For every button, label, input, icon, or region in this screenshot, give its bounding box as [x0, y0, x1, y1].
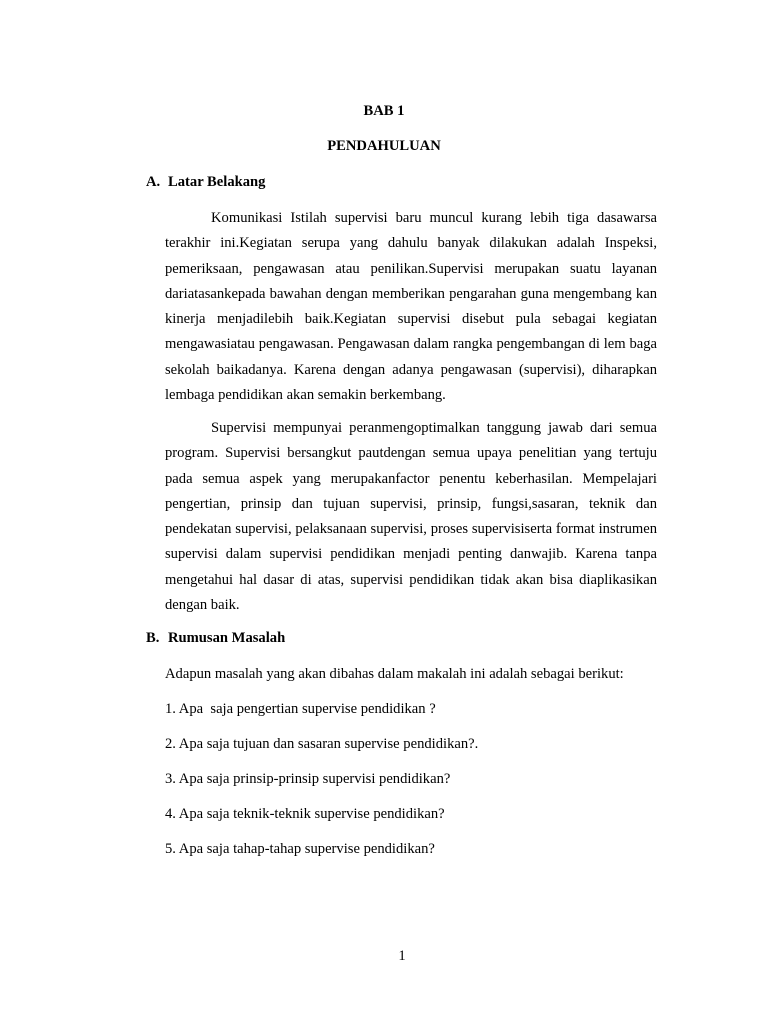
- section-b-heading: [146, 630, 285, 647]
- question-item: 3. Apa saja prinsip-prinsip supervisi pendidikan?: [165, 771, 451, 787]
- page-number: 1: [398, 948, 406, 964]
- question-item: 4. Apa saja teknik-teknik supervise pendidikan?: [165, 806, 445, 822]
- section-a-title: Latar Belakang: [168, 174, 266, 190]
- section-b-intro: Adapun masalah yang akan dibahas dalam makalah ini adalah sebagai berikut:: [165, 666, 624, 682]
- chapter-title: PENDAHULUAN: [327, 138, 441, 154]
- paragraph-2: Supervisi mempunyai peranmengoptimalkan tanggung jawab dari semua program. Supervisi bersangkut pautdengan semua upaya penelitian yang tertuju pada semua aspek yang merupakanfactor penentu keberhasilan. Mempelajari pengertian, prinsip dan tujuan supervisi, prinsip, fungsi,sasaran, teknik dan pendekatan supervisi, pelaksanaan supervisi, proses supervisiserta format instrumen supervisi dalam supervisi pendidikan menjadi penting danwajib. Karena tanpa mengetahui hal dasar di atas, supervisi pendidikan tidak akan bisa diaplikasikan dengan baik.: [165, 420, 657, 614]
- chapter-number: BAB 1: [363, 103, 405, 119]
- section-a-heading: [146, 174, 265, 191]
- question-item: 5. Apa saja tahap-tahap supervise pendidikan?: [165, 841, 435, 857]
- question-item: 1. Apa saja pengertian supervise pendidikan ?: [165, 701, 436, 717]
- section-a-letter: A.: [146, 174, 161, 190]
- question-item: 2. Apa saja tujuan dan sasaran supervise pendidikan?.: [165, 736, 479, 752]
- section-b-letter: B.: [146, 630, 160, 646]
- section-b-title: Rumusan Masalah: [168, 630, 286, 646]
- paragraph-1: Komunikasi Istilah supervisi baru muncul kurang lebih tiga dasawarsa terakhir ini.Kegiatan serupa yang dahulu banyak dilakukan adalah Inspeksi, pemeriksaan, pengawasan atau penilikan.Supervisi merupakan suatu layanan dariatasankepada bawahan dengan memberikan pengarahan guna mengembang kan kinerja menjadilebih baik.Kegiatan supervisi disebut pula sebagai kegiatan mengawasiatau pengawasan. Pengawasan dalam rangka pengembangan di lem baga sekolah baikadanya. Karena dengan adanya pengawasan (supervisi), diharapkan lembaga pendidikan akan semakin berkembang.: [165, 210, 657, 404]
